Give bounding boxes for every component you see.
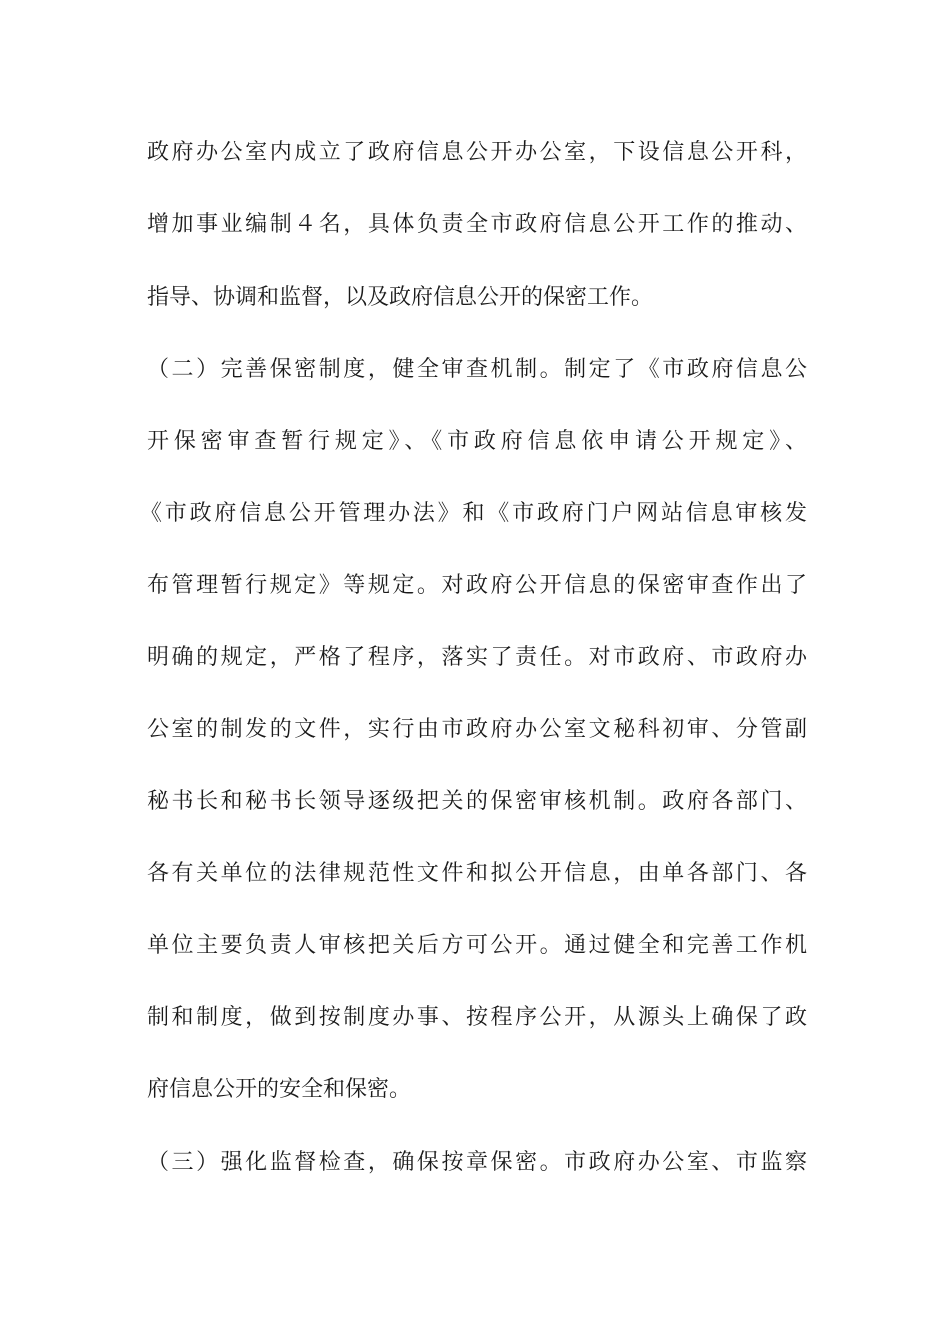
paragraph-line: 明确的规定，严格了程序，落实了责任。对市政府、市政府办	[147, 645, 807, 670]
paragraph-line: 开保密审查暂行规定》、《市政府信息依申请公开规定》、	[147, 429, 807, 454]
paragraph-line: 各有关单位的法律规范性文件和拟公开信息，由单各部门、各	[147, 861, 807, 886]
section-heading-line: （三）强化监督检查，确保按章保密。市政府办公室、市监察	[147, 1150, 807, 1175]
paragraph-line: 布管理暂行规定》等规定。对政府公开信息的保密审查作出了	[147, 573, 807, 598]
paragraph-line: 制和制度，做到按制度办事、按程序公开，从源头上确保了政	[147, 1005, 807, 1030]
paragraph-line: 《市政府信息公开管理办法》和《市政府门户网站信息审核发	[140, 501, 807, 526]
section-heading-line: （二）完善保密制度，健全审查机制。制定了《市政府信息公	[147, 357, 807, 382]
paragraph-line: 公室的制发的文件，实行由市政府办公室文秘科初审、分管副	[147, 717, 807, 742]
paragraph-line: 府信息公开的安全和保密。	[147, 1077, 412, 1102]
paragraph-line: 增加事业编制４名，具体负责全市政府信息公开工作的推动、	[147, 212, 807, 237]
paragraph-line: 单位主要负责人审核把关后方可公开。通过健全和完善工作机	[147, 933, 807, 958]
paragraph-line: 指导、协调和监督，以及政府信息公开的保密工作。	[147, 285, 654, 310]
paragraph-line: 秘书长和秘书长领导逐级把关的保密审核机制。政府各部门、	[147, 789, 807, 814]
paragraph-line: 政府办公室内成立了政府信息公开办公室，下设信息公开科，	[147, 140, 807, 165]
